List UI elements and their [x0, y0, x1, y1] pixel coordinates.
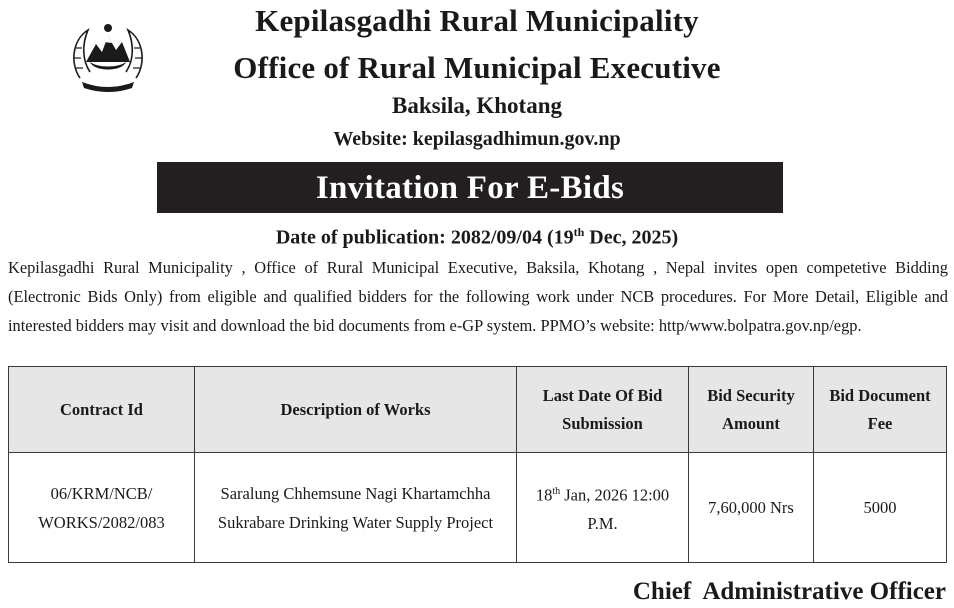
- publication-date-suffix: Dec, 2025): [584, 226, 679, 249]
- publication-date-sup: th: [573, 225, 585, 239]
- invitation-banner: Invitation For E-Bids: [157, 162, 783, 213]
- contract-id-line2: WORKS/2082/083: [38, 512, 165, 532]
- signatory-title: Chief Administrative Officer: [632, 578, 946, 605]
- header-document-fee-line2: Fee: [867, 413, 893, 433]
- website-line: Website: kepilasgadhimun.gov.np: [333, 128, 621, 150]
- intro-paragraph: Kepilasgadhi Rural Municipality , Office of Rural Municipal Executive, Baksila, Khotang , Nepal invites open competetive Bidding (Electronic Bids Only) from eligible and qualified bidders for the following work under NCB procedures. For More Detail, Eligible and interested bidders may visit and download the bid documents from e-GP system. PPMO’s website: http/www.bolpatra.gov.np/egp.: [8, 258, 948, 335]
- header-bid-security: [689, 367, 814, 453]
- contract-id-line1: 06/KRM/NCB/: [50, 483, 153, 503]
- description-line2: Sukrabare Drinking Water Supply Project: [217, 512, 494, 532]
- header-contract-id: Contract Id: [9, 367, 195, 453]
- publication-date-prefix: Date of publication: 2082/09/04 (19: [275, 226, 574, 249]
- cell-document-fee: 5000: [814, 453, 947, 563]
- cell-last-date: [517, 453, 689, 563]
- table-row: [9, 453, 947, 563]
- last-date-line2: P.M.: [587, 514, 618, 534]
- last-date-sup: th: [552, 485, 561, 497]
- bid-table: [8, 366, 947, 563]
- header-last-date: [517, 367, 689, 453]
- table-header-row: [9, 367, 947, 453]
- header-document-fee: [814, 367, 947, 453]
- office-name: Office of Rural Municipal Executive: [233, 50, 721, 85]
- publication-date: [0, 225, 954, 250]
- last-date-rest: Jan, 2026 12:00: [560, 485, 670, 505]
- description-line1: Saralung Chhemsune Nagi Khartamchha: [220, 483, 491, 503]
- header-last-date-line1: Last Date Of Bid: [542, 385, 663, 405]
- header-document-fee-line1: Bid Document: [829, 385, 931, 405]
- header-description: Description of Works: [195, 367, 517, 453]
- office-address: Baksila, Khotang: [392, 93, 562, 118]
- municipality-name: Kepilasgadhi Rural Municipality: [255, 3, 699, 38]
- cell-description: [195, 453, 517, 563]
- header-last-date-line2: Submission: [562, 413, 643, 433]
- cell-contract-id: [9, 453, 195, 563]
- header-bid-security-line1: Bid Security: [707, 385, 795, 405]
- cell-bid-security: 7,60,000 Nrs: [689, 453, 814, 563]
- last-date-day: 18: [535, 485, 553, 505]
- header-bid-security-line2: Amount: [722, 413, 780, 433]
